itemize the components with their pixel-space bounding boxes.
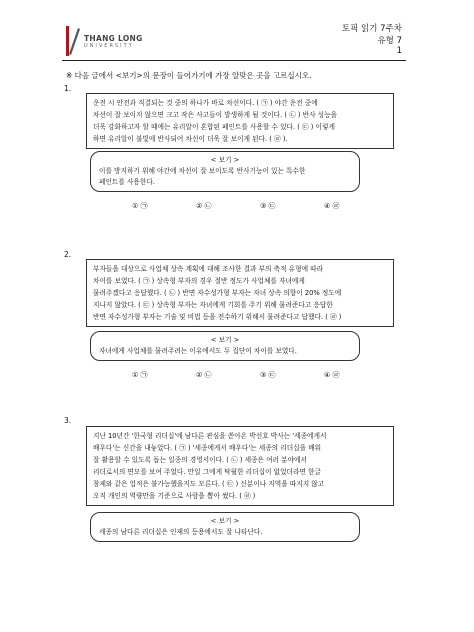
bogi-line: 자녀에게 사업체를 물려주려는 이유에서도 두 집단이 차이를 보였다.: [99, 347, 297, 355]
choice-1[interactable]: ① ㉠: [132, 371, 148, 379]
passage-line: 더욱 강화하고자 할 때에는 유리알이 혼합된 페인트를 사용할 수 있다. ( ㉢ ) 이렇게: [93, 123, 335, 131]
passage-line: 물려주겠다고 응답했다. ( ㉡ ) 반면 자수성가형 부자는 자녀 상속 의향이 20% 정도에: [93, 289, 342, 297]
choice-4[interactable]: ④ ㉣: [324, 371, 340, 379]
instruction: ※ 다음 글에서 <보기>의 문장이 들어가기에 가장 알맞은 곳을 고르십시오.: [66, 71, 312, 80]
question-2-passage: [86, 259, 394, 327]
bogi-line: 이를 방지하기 위해 야간에 차선이 잘 보이도록 반사기능이 있는 특수한: [99, 167, 306, 175]
header-title: 토픽 읽기 7주차: [341, 24, 402, 34]
choice-2[interactable]: ② ㉡: [196, 202, 212, 210]
bogi-title: < 보기 >: [210, 336, 240, 344]
logo-name: THANG LONG: [84, 34, 143, 43]
passage-line: 운전 시 안전과 직결되는 것 중의 하나가 바로 차선이다. ( ㉠ ) 야간 운전 중에: [93, 99, 318, 107]
question-1-number: 1.: [64, 84, 72, 93]
choice-1[interactable]: ① ㉠: [132, 202, 148, 210]
bogi-title: < 보기 >: [210, 156, 240, 164]
bogi-line: 세종의 남다른 리더십은 인재의 등용에서도 잘 나타난다.: [99, 528, 263, 536]
header-type: 유형 7: [377, 36, 402, 46]
logo-subtitle: UNIVERSITY: [84, 43, 134, 49]
question-2-bogi: [90, 331, 360, 361]
passage-line: 차이를 보였다. ( ㉠ ) 상속형 부자의 경우 절반 정도가 사업체를 자녀에게: [93, 277, 305, 285]
passage-line: 창제와 같은 업적은 불가능했을지도 모른다. ( ㉢ ) 신분이나 지역을 따지지 않고: [93, 480, 325, 488]
choice-3[interactable]: ③ ㉢: [260, 202, 276, 210]
question-3-number: 3.: [64, 416, 72, 425]
question-3-bogi: [90, 512, 360, 542]
header-divider: [62, 60, 406, 61]
passage-line: 하면 유리알이 불빛에 반사되어 차선이 더욱 잘 보이게 된다. ( ㉣ ).: [93, 135, 288, 143]
university-logo: [62, 24, 152, 58]
passage-line: 지나지 않았다. ( ㉢ ) 상속형 부자는 자녀에게 기회를 주기 위해 물려준다고 응답한: [93, 301, 333, 309]
passage-line: 오직 개인의 역량만을 기준으로 사람을 뽑아 썼다. ( ㉣ ): [93, 492, 256, 500]
passage-line: 배우다'는 신간을 내놓았다. ( ㉠ ) '세종에게서 배우다'는 세종의 리더십을 배워: [93, 444, 322, 452]
question-1-bogi: [90, 151, 360, 192]
passage-line: 잘 활용할 수 있도록 돕는 일종의 경영서이다. ( ㉡ ) 세종은 여러 분야에서: [93, 456, 307, 464]
bogi-line: 페인트를 사용한다.: [99, 178, 155, 186]
question-3-passage: [86, 426, 394, 506]
choice-4[interactable]: ④ ㉣: [324, 202, 340, 210]
passage-line: 차선이 잘 보이지 않으면 크고 작은 사고들이 발생하게 될 것이다. ( ㉡ ) 반사 성능을: [93, 111, 338, 119]
logo-mark-icon: [62, 24, 82, 58]
choice-2[interactable]: ② ㉡: [196, 371, 212, 379]
choice-3[interactable]: ③ ㉢: [260, 371, 276, 379]
question-1-passage: [86, 93, 394, 149]
passage-line: 부자들을 대상으로 사업체 상속 계획에 대해 조사한 결과 부의 축적 유형에 따라: [93, 265, 324, 273]
question-2-number: 2.: [64, 250, 72, 259]
passage-line: 리더로서의 면모를 보여 주었다. 만일 그에게 탁월한 리더십이 없었더라면 한글: [93, 468, 321, 476]
passage-line: 반면 자수성가형 부자는 기술 및 비법 등을 전수하기 위해서 물려준다고 답했다. ( ㉣ ): [93, 313, 342, 321]
bogi-title: < 보기 >: [210, 517, 240, 525]
header-page-number: 1: [396, 46, 402, 56]
passage-line: 지난 10년간 '한국형 리더십'에 남다른 관심을 쏟아온 박선호 박사는 '세종에게서: [93, 432, 327, 440]
